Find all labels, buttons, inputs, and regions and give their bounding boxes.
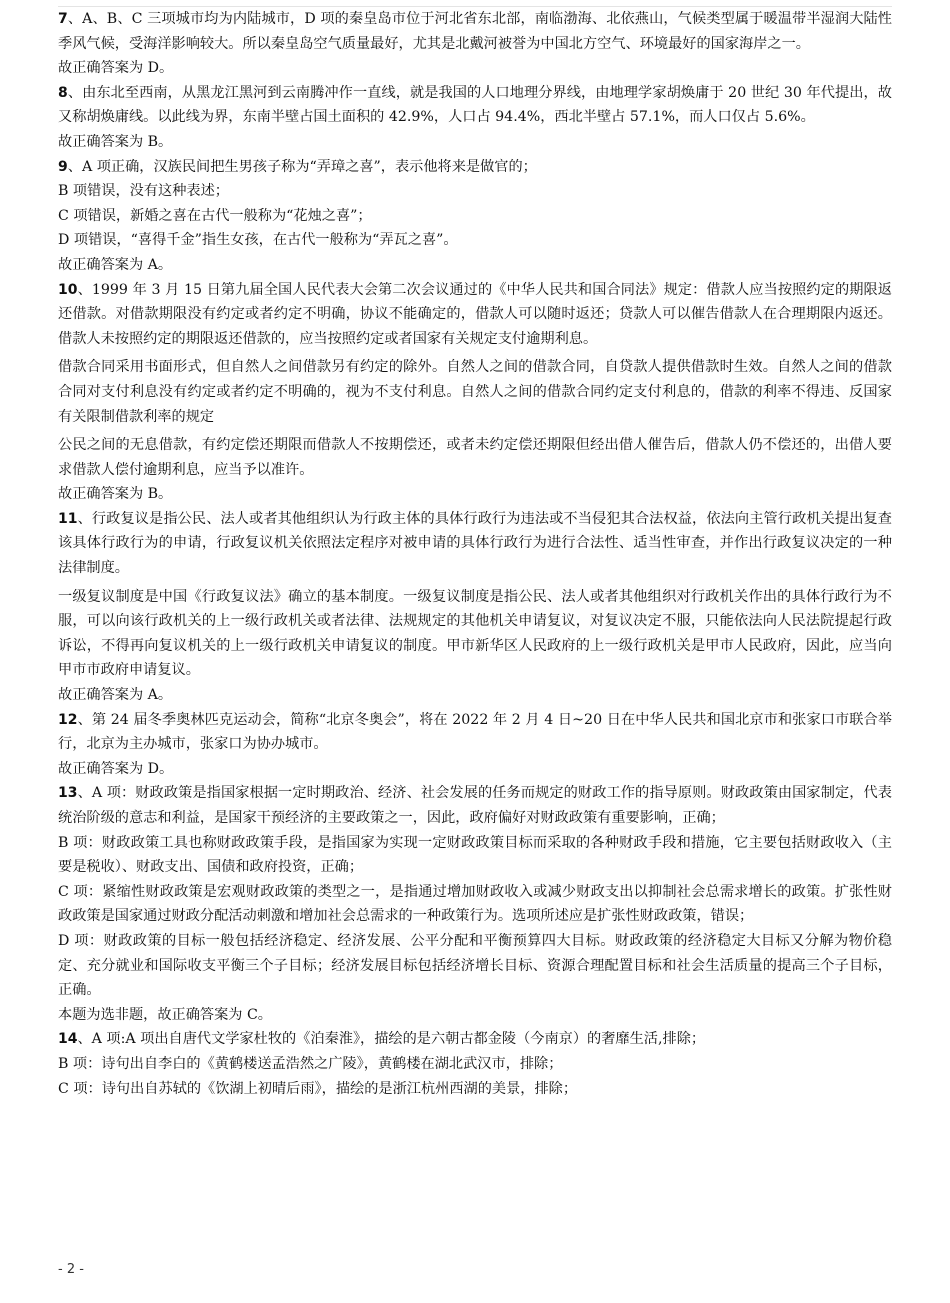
explanation-paragraph — [58, 204, 892, 229]
paragraph-text: 一级复议制度是中国《行政复议法》确立的基本制度。一级复议制度是指公民、法人或者其他组织对行政机关作出的具体行政行为不服，可以向该行政机关的上一级行政机关或者法律、法规规定的其他机关申请复议，对复议决定不服，只能依法向人民法院提起行政诉讼，不得再向复议机关的上一级行政机关申请复议的制度。甲市新华区人民政府的上一级行政机关是甲市人民政府，因此，应当向甲市市政府申请复议。 — [58, 588, 892, 679]
explanation-paragraph — [58, 781, 892, 830]
explanation-paragraph — [58, 507, 892, 581]
paragraph-text: C 项：诗句出自苏轼的《饮湖上初晴后雨》，描绘的是浙江杭州西湖的美景，排除； — [58, 1080, 578, 1097]
question-number: 11 — [58, 510, 78, 527]
paragraph-text: 借款合同采用书面形式，但自然人之间借款另有约定的除外。自然人之间的借款合同，自贷款人提供借款时生效。自然人之间的借款合同对支付利息没有约定或者约定不明确的，视为不支付利息。自然人之间的借款合同约定支付利息的，借款的利率不得违、反国家有关限制借款利率的规定 — [58, 359, 892, 425]
explanation-paragraph — [58, 1077, 892, 1102]
question-7-explanation — [58, 7, 892, 81]
paragraph-text: 、A、B、C 三项城市均为内陆城市，D 项的秦皇岛市位于河北省东北部，南临渤海、北依燕山，气候类型属于暖温带半湿润大陆性季风气候，受海洋影响较大。所以秦皇岛空气质量最好，尤其是北戴河被誉为中国北方空气、环境最好的国家海岸之一。 — [58, 11, 892, 52]
question-13-explanation — [58, 781, 892, 1027]
explanation-paragraph — [58, 278, 892, 352]
explanation-paragraph — [58, 228, 892, 253]
paragraph-text: 、A 项：财政政策是指国家根据一定时期政治、经济、社会发展的任务而规定的财政工作的指导原则。财政政策由国家制定，代表统治阶级的意志和利益，是国家干预经济的主要政策之一，因此，政府偏好对财政政策有重要影响，正确； — [58, 785, 892, 826]
question-8-explanation — [58, 81, 892, 155]
paragraph-text: 、由东北至西南，从黑龙江黑河到云南腾冲作一直线，就是我国的人口地理分界线，由地理学家胡焕庸于 20 世纪 30 年代提出，故又称胡焕庸线。以此线为界，东南半壁占国土面积的 42.9%，人口占 94.4%，西北半壁占 57.1%，而人口仅占 5.6%。 — [58, 84, 892, 126]
explanation-paragraph — [58, 929, 892, 1003]
paragraph-text: C 项：紧缩性财政政策是宏观财政政策的类型之一，是指通过增加财政收入或减少财政支出以抑制社会总需求增长的政策。扩张性财政政策是国家通过财政分配活动刺激和增加社会总需求的一种政策行为。选项所述应是扩张性财政政策，错误； — [58, 883, 892, 925]
explanation-paragraph — [58, 433, 892, 482]
answer-explanations — [58, 7, 892, 1101]
question-number: 8 — [58, 84, 68, 101]
question-9-explanation — [58, 155, 892, 278]
question-number: 10 — [58, 281, 78, 298]
paragraph-text: B 项错误，没有这种表述； — [58, 183, 229, 200]
paragraph-text: 、1999 年 3 月 15 日第九届全国人民代表大会第二次会议通过的《中华人民共和国合同法》规定：借款人应当按照约定的期限返还借款。对借款期限没有约定或者约定不明确，协议不能确定的，借款人可以随时返还；贷款人可以催告借款人在合理期限内返还。借款人未按照约定的期限返还借款的，应当按照约定或者国家有关规定支付逾期利息。 — [58, 281, 892, 347]
correct-answer: 故正确答案为 A。 — [58, 256, 173, 273]
explanation-paragraph — [58, 880, 892, 929]
question-number: 13 — [58, 785, 78, 802]
explanation-paragraph — [58, 7, 892, 56]
paragraph-text: D 项错误，“喜得千金”指生女孩，在古代一般称为“弄瓦之喜”。 — [58, 232, 458, 249]
paragraph-text: 、第 24 届冬季奥林匹克运动会，简称“北京冬奥会”，将在 2022 年 2 月 4 日~20 日在中华人民共和国北京市和张家口市联合举行，北京为主办城市，张家口为协办城市。 — [58, 711, 892, 753]
question-number: 12 — [58, 711, 78, 728]
explanation-paragraph — [58, 708, 892, 757]
explanation-paragraph — [58, 1052, 892, 1077]
paragraph-text: B 项：诗句出自李白的《黄鹤楼送孟浩然之广陵》，黄鹤楼在湖北武汉市，排除； — [58, 1055, 563, 1072]
explanation-paragraph — [58, 81, 892, 130]
explanation-paragraph — [58, 831, 892, 880]
correct-answer: 故正确答案为 B。 — [58, 133, 173, 150]
explanation-paragraph — [58, 155, 892, 180]
paragraph-text: 、行政复议是指公民、法人或者其他组织认为行政主体的具体行政行为违法或不当侵犯其合法权益，依法向主管行政机关提出复查该具体行政行为的申请，行政复议机关依照法定程序对被申请的具体行政行为进行合法性、适当性审查，并作出行政复议决定的一种法律制度。 — [58, 510, 892, 577]
correct-answer: 本题为选非题，故正确答案为 C。 — [58, 1006, 272, 1023]
correct-answer: 故正确答案为 D。 — [58, 760, 174, 777]
correct-answer: 故正确答案为 A。 — [58, 687, 173, 704]
paragraph-text: B 项：财政政策工具也称财政政策手段，是指国家为实现一定财政政策目标而采取的各种财政手段和措施，它主要包括财政收入（主要是税收）、财政支出、国债和政府投资，正确； — [58, 834, 892, 876]
question-number: 14 — [58, 1031, 78, 1048]
question-14-explanation — [58, 1027, 892, 1101]
explanation-paragraph — [58, 179, 892, 204]
paragraph-text: 、A 项正确，汉族民间把生男孩子称为“弄璋之喜”，表示他将来是做官的； — [67, 158, 537, 175]
correct-answer: 故正确答案为 B。 — [58, 486, 173, 503]
correct-answer: 故正确答案为 D。 — [58, 60, 174, 77]
paragraph-text: D 项：财政政策的目标一般包括经济稳定、经济发展、公平分配和平衡预算四大目标。财政政策的经济稳定大目标又分解为物价稳定、充分就业和国际收支平衡三个子目标；经济发展目标包括经济增长目标、资源合理配置目标和社会生活质量的提高三个子目标，正确。 — [58, 932, 892, 999]
explanation-paragraph — [58, 1027, 892, 1052]
paragraph-text: 公民之间的无息借款，有约定偿还期限而借款人不按期偿还，或者未约定偿还期限但经出借人催告后，借款人仍不偿还的，出借人要求借款人偿付逾期利息，应当予以准许。 — [58, 437, 892, 478]
page-number: - 2 - — [58, 1262, 84, 1277]
paragraph-text: C 项错误，新婚之喜在古代一般称为“花烛之喜”； — [58, 207, 372, 224]
question-10-explanation — [58, 278, 892, 507]
question-11-explanation — [58, 507, 892, 708]
paragraph-text: 、A 项:A 项出自唐代文学家杜牧的《泊秦淮》，描绘的是六朝古都金陵（今南京）的奢靡生活,排除； — [77, 1031, 706, 1048]
question-number: 9 — [58, 158, 68, 175]
question-number: 7 — [58, 11, 68, 27]
explanation-paragraph — [58, 355, 892, 429]
explanation-paragraph — [58, 585, 892, 683]
question-12-explanation — [58, 708, 892, 782]
